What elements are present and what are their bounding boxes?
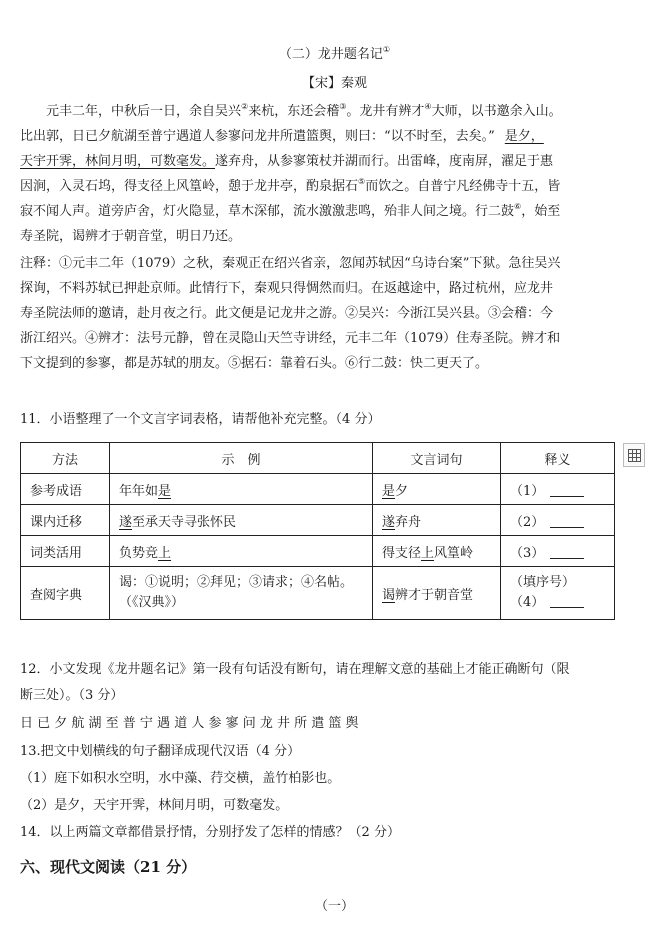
passage-author: 【宋】秦观 [301, 76, 367, 91]
header-phrase: 文言词句 [373, 443, 501, 474]
passage-title-text: （二）龙井题名记 [278, 47, 383, 62]
title-note-marker: ① [382, 45, 391, 54]
note-line-4: 浙江绍兴。④辨才：法号元静，曾在灵隐山天竺寺讲经，元丰二年（1079）住寿圣院。辨才和 [20, 331, 561, 346]
table-row [21, 505, 615, 536]
phrase-cell: 遂弃舟 [373, 505, 501, 536]
example-cell: 年年如是 [110, 474, 373, 505]
header-method: 方法 [21, 443, 110, 474]
answer-cell: （填序号） （4） [501, 567, 615, 620]
table-tool-icon[interactable] [623, 443, 645, 467]
note-line-1: 注释：①元丰二年（1079）之秋，秦观正在绍兴省亲，忽闻苏轼因“乌诗台案”下狱。急往吴兴 [20, 256, 561, 271]
method-cell: 查阅字典 [21, 567, 110, 620]
note-line-2: 探询，不料苏轼已押赴京师。此情行下，秦观只得惆然而归。在返越途中，路过杭州，应龙井 [20, 281, 554, 296]
question-14-prompt: 14．以上两篇文章都借景抒情，分别抒发了怎样的情感？（2 分） [20, 825, 400, 840]
answer-cell: （1） [501, 474, 615, 505]
method-cell: 参考成语 [21, 474, 110, 505]
note-line-3: 寿圣院法师的邀请，赴月夜之行。此文便是记龙井之游。②吴兴：今浙江吴兴县。③会稽：今 [20, 306, 554, 321]
table-header-row [21, 443, 615, 474]
underlined-sentence: 天宇开霁，林间月明，可数毫发。 [20, 154, 216, 169]
phrase-cell: 是夕 [373, 474, 501, 505]
vocabulary-table [20, 442, 615, 620]
passage-line-3: 天宇开霁，林间月明，可数毫发。遂弃舟，从参寥策杖并湖而行。出雷峰，度南屏，濯足于惠 [20, 154, 554, 169]
question-13-prompt: 13.把文中划横线的句子翻译成现代汉语（4 分） [20, 744, 301, 759]
section-heading: 六、现代文阅读（21 分） [20, 858, 197, 876]
question-11-prompt: 11．小语整理了一个文言字词表格，请帮他补充完整。（4 分） [20, 412, 381, 427]
answer-blank-4[interactable] [550, 594, 584, 608]
answer-blank-3[interactable] [550, 545, 584, 559]
answer-blank-1[interactable] [550, 483, 584, 497]
question-13-sentence-2: （2）是夕，天宇开霁，林间月明，可数毫发。 [20, 798, 289, 813]
method-cell: 课内迁移 [21, 505, 110, 536]
answer-cell: （2） [501, 505, 615, 536]
passage-line-2: 比出郭，日已夕航湖至普宁遇道人参寥问龙井所遣篮舆，则曰：“以不时至，去矣。” 是夕， [20, 129, 544, 144]
question-12-sentence: 日 已 夕 航 湖 至 普 宁 遇 道 人 参 寥 问 龙 井 所 遣 篮 舆 [20, 716, 359, 731]
passage-line-6: 寿圣院，谒辨才于朝音堂，明日乃还。 [20, 229, 242, 244]
question-12-prompt-line-1: 12．小文发现《龙井题名记》第一段有句话没有断句，请在理解文意的基础上才能正确断句（限 [20, 662, 570, 677]
header-meaning: 释义 [501, 443, 615, 474]
question-13-sentence-1: （1）庭下如积水空明，水中藻、荇交横，盖竹柏影也。 [20, 771, 341, 786]
method-cell: 词类活用 [21, 536, 110, 567]
passage-title [0, 43, 669, 62]
header-example: 示 例 [110, 443, 373, 474]
answer-blank-2[interactable] [550, 514, 584, 528]
table-row [21, 567, 615, 620]
note-line-5: 下文提到的参寥，都是苏轼的朋友。⑤据石：靠着石头。⑥行二鼓：快二更天了。 [20, 356, 489, 371]
passage-line-4: 因涧，入灵石坞，得支径上风篁岭，憩于龙井亭，酌泉据石⑤而饮之。自普宁凡经佛寺十五，皆 [20, 177, 561, 194]
passage-line-5: 寂不闻人声。道旁庐舍，灯火隐显，草木深郁，流水激激悲鸣，殆非人间之境。行二鼓⑥，始至 [20, 202, 561, 219]
example-cell: 遂至承天寺寻张怀民 [110, 505, 373, 536]
table-row [21, 474, 615, 505]
example-cell: 谒：①说明；②拜见；③请求；④名帖。 （《汉典》） [110, 567, 373, 620]
question-12-prompt-line-2: 断三处）。（3 分） [20, 688, 124, 703]
table-row [21, 536, 615, 567]
passage-line-1: 元丰二年，中秋后一日，余自吴兴②来杭，东还会稽③。龙井有辨才④大师，以书邀余入山。 [20, 102, 562, 119]
phrase-cell: 得支径上风篁岭 [373, 536, 501, 567]
example-cell: 负势竞上 [110, 536, 373, 567]
answer-cell: （3） [501, 536, 615, 567]
page-footer: （一） [314, 899, 354, 914]
phrase-cell: 谒辨才于朝音堂 [373, 567, 501, 620]
underlined-sentence-start: 是夕， [504, 129, 544, 144]
